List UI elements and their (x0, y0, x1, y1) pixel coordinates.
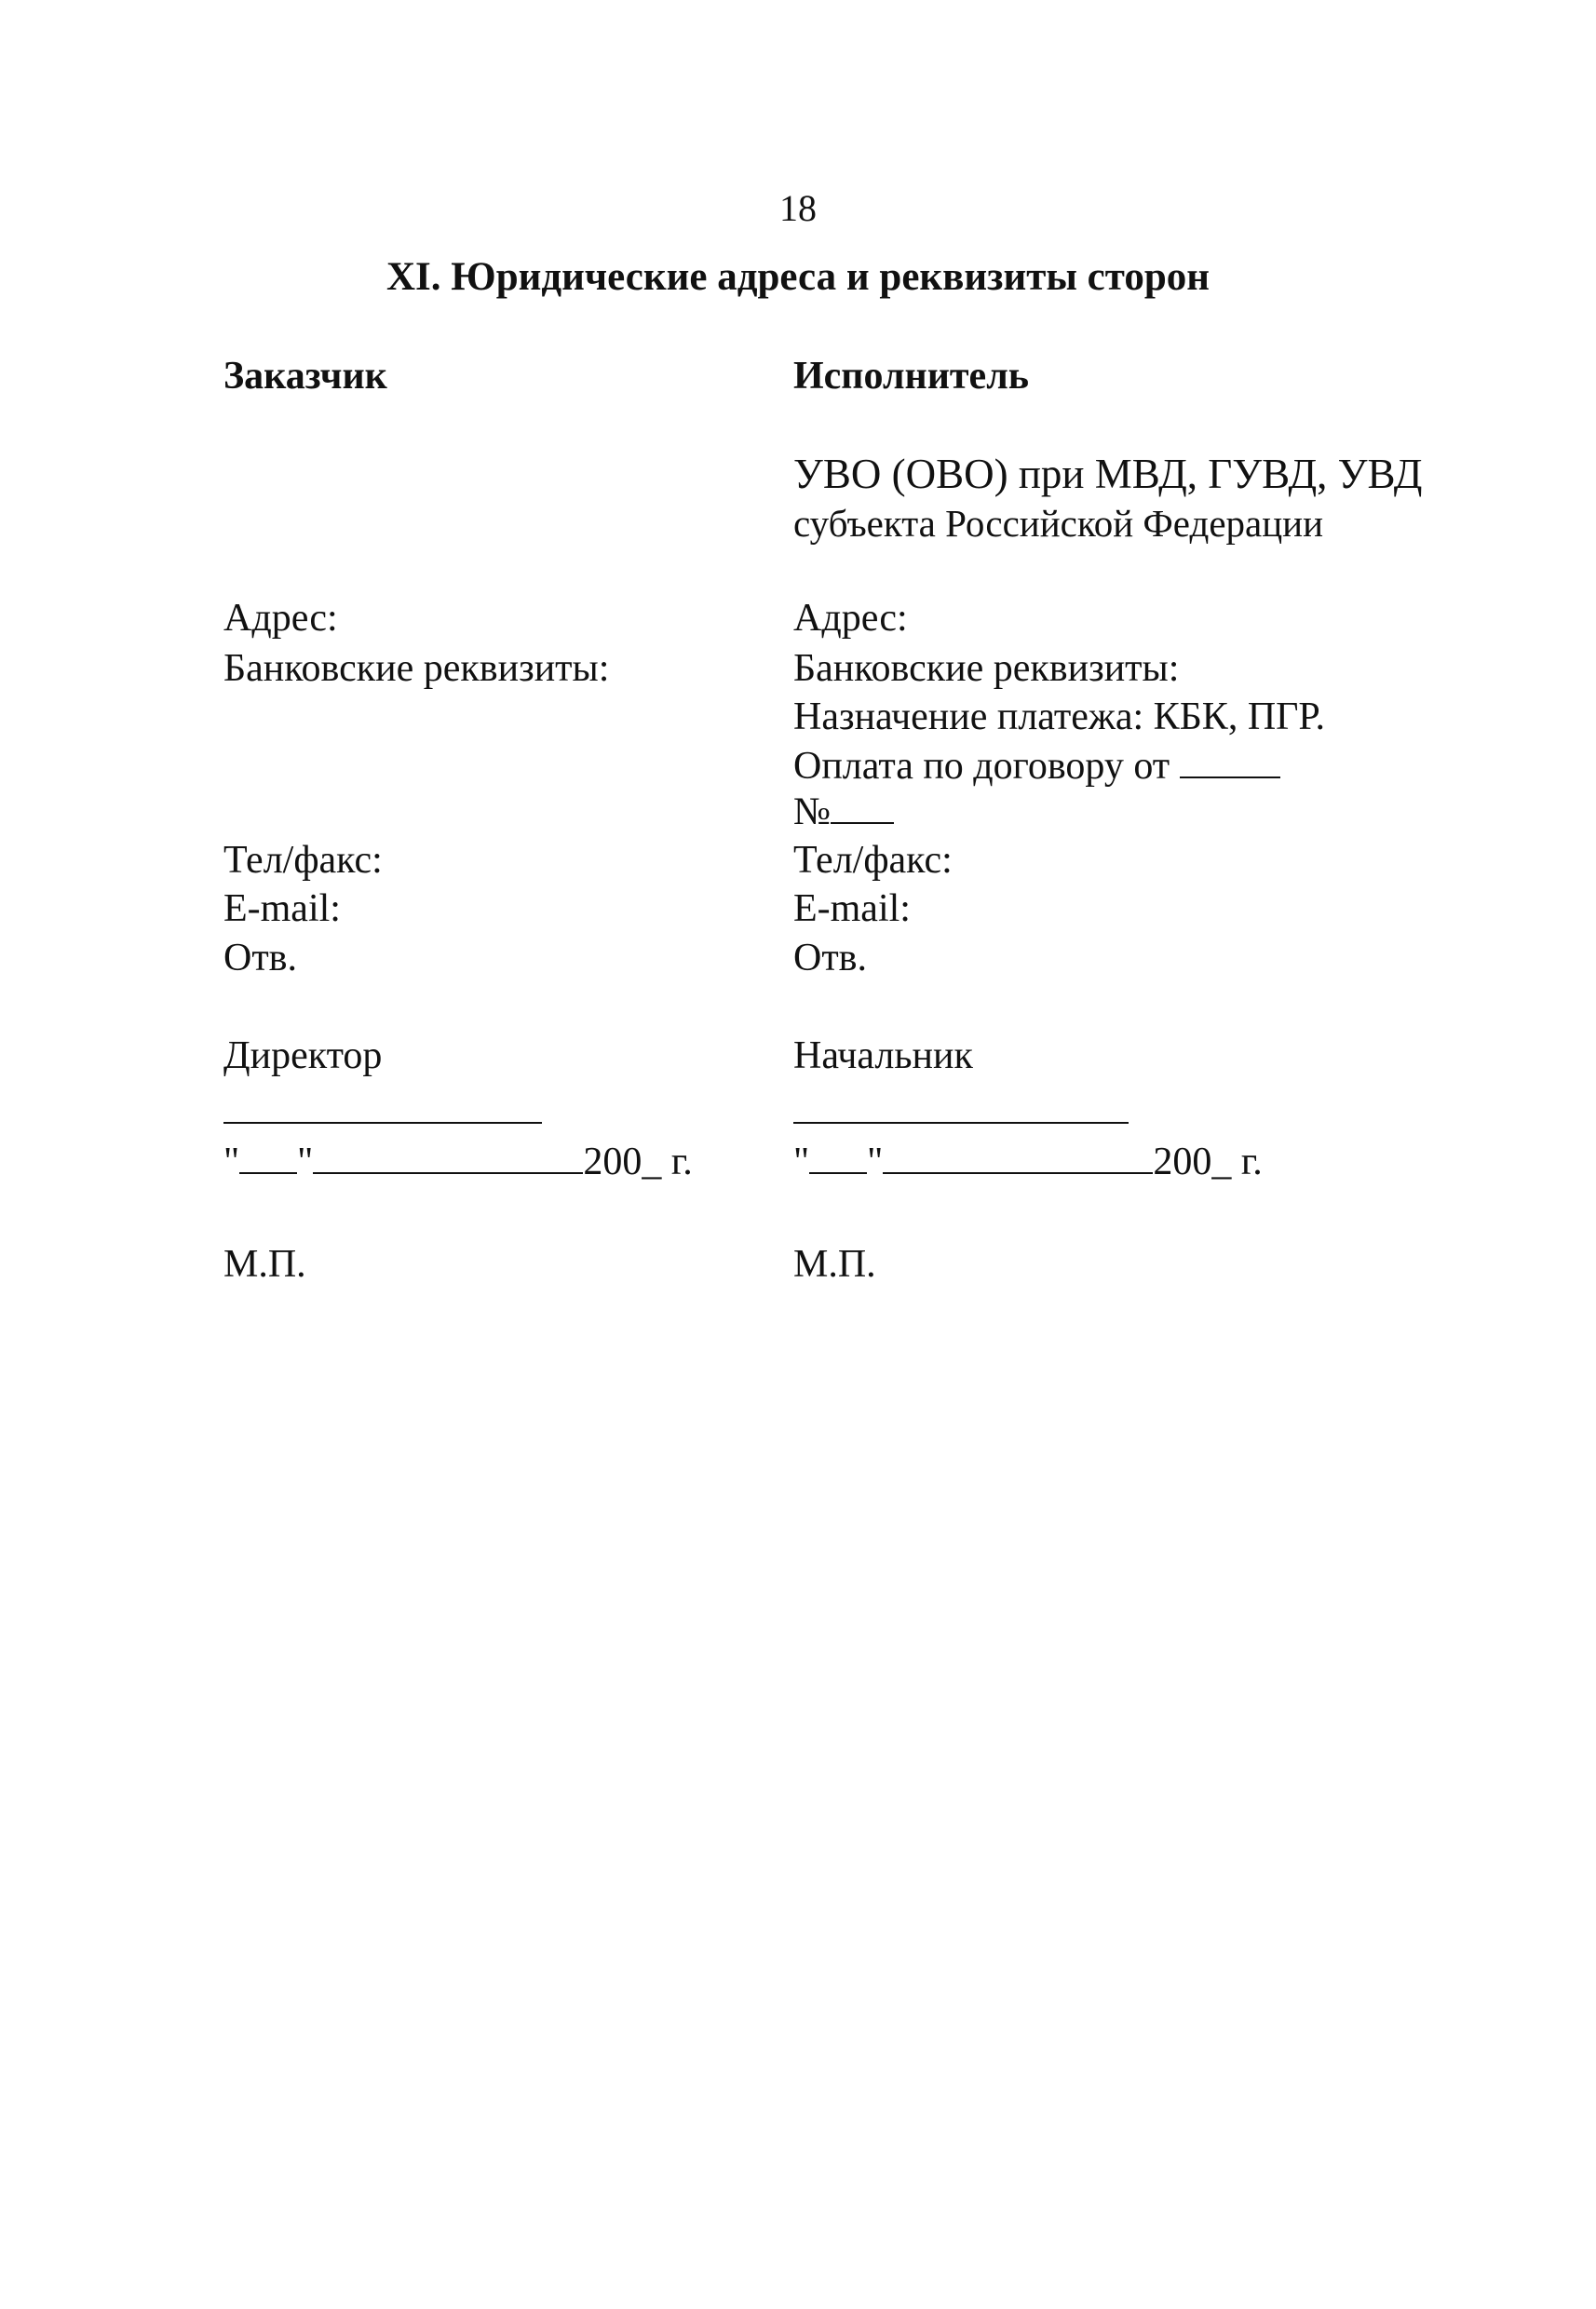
contractor-address-label: Адрес: (793, 597, 908, 640)
contractor-bank-label: Банковские реквизиты: (793, 647, 1180, 690)
contractor-signature-line (793, 1122, 1129, 1124)
customer-date-year: 200_ г. (583, 1141, 693, 1183)
contractor-org-line1: УВО (ОВО) при МВД, ГУВД, УВД (793, 451, 1423, 497)
customer-bank-label: Банковские реквизиты: (223, 647, 610, 690)
customer-stamp: М.П. (223, 1243, 306, 1286)
customer-date-open-quote: " (223, 1141, 240, 1183)
customer-signature-line (223, 1122, 542, 1124)
contractor-day-blank (809, 1141, 867, 1174)
contractor-contract-number-blank (831, 790, 894, 824)
contractor-date-line (793, 1138, 1263, 1186)
customer-email-label: E-mail: (223, 887, 341, 930)
customer-address-label: Адрес: (223, 597, 338, 640)
customer-date-close-quote: " (297, 1141, 314, 1183)
section-title: XI. Юридические адреса и реквизиты сторон (385, 255, 1211, 299)
customer-phone-label: Тел/факс: (223, 839, 383, 882)
customer-month-blank (313, 1141, 583, 1174)
contractor-date-year: 200_ г. (1153, 1141, 1263, 1183)
contractor-payment-line (793, 742, 1280, 790)
page-number: 18 (779, 187, 817, 229)
contractor-signer-title: Начальник (793, 1034, 973, 1077)
contractor-number-line (793, 788, 894, 836)
contractor-heading: Исполнитель (793, 355, 1029, 398)
contractor-date-open-quote: " (793, 1141, 810, 1183)
contractor-month-blank (883, 1141, 1153, 1174)
contractor-stamp: М.П. (793, 1243, 876, 1286)
contractor-date-close-quote: " (867, 1141, 884, 1183)
customer-responsible-label: Отв. (223, 937, 298, 979)
contractor-responsible-label: Отв. (793, 937, 868, 979)
customer-date-line (223, 1138, 693, 1186)
contractor-payment-purpose: Назначение платежа: КБК, ПГР. (793, 695, 1326, 738)
contractor-payment-text: Оплата по договору от (793, 745, 1170, 788)
contractor-contract-date-blank (1180, 745, 1280, 778)
customer-heading: Заказчик (223, 355, 387, 398)
contractor-phone-label: Тел/факс: (793, 839, 953, 882)
contractor-number-sign: № (793, 790, 832, 833)
customer-day-blank (239, 1141, 297, 1174)
contractor-org-line2: субъекта Российской Федерации (793, 502, 1324, 545)
customer-signer-title: Директор (223, 1034, 383, 1077)
contractor-email-label: E-mail: (793, 887, 911, 930)
